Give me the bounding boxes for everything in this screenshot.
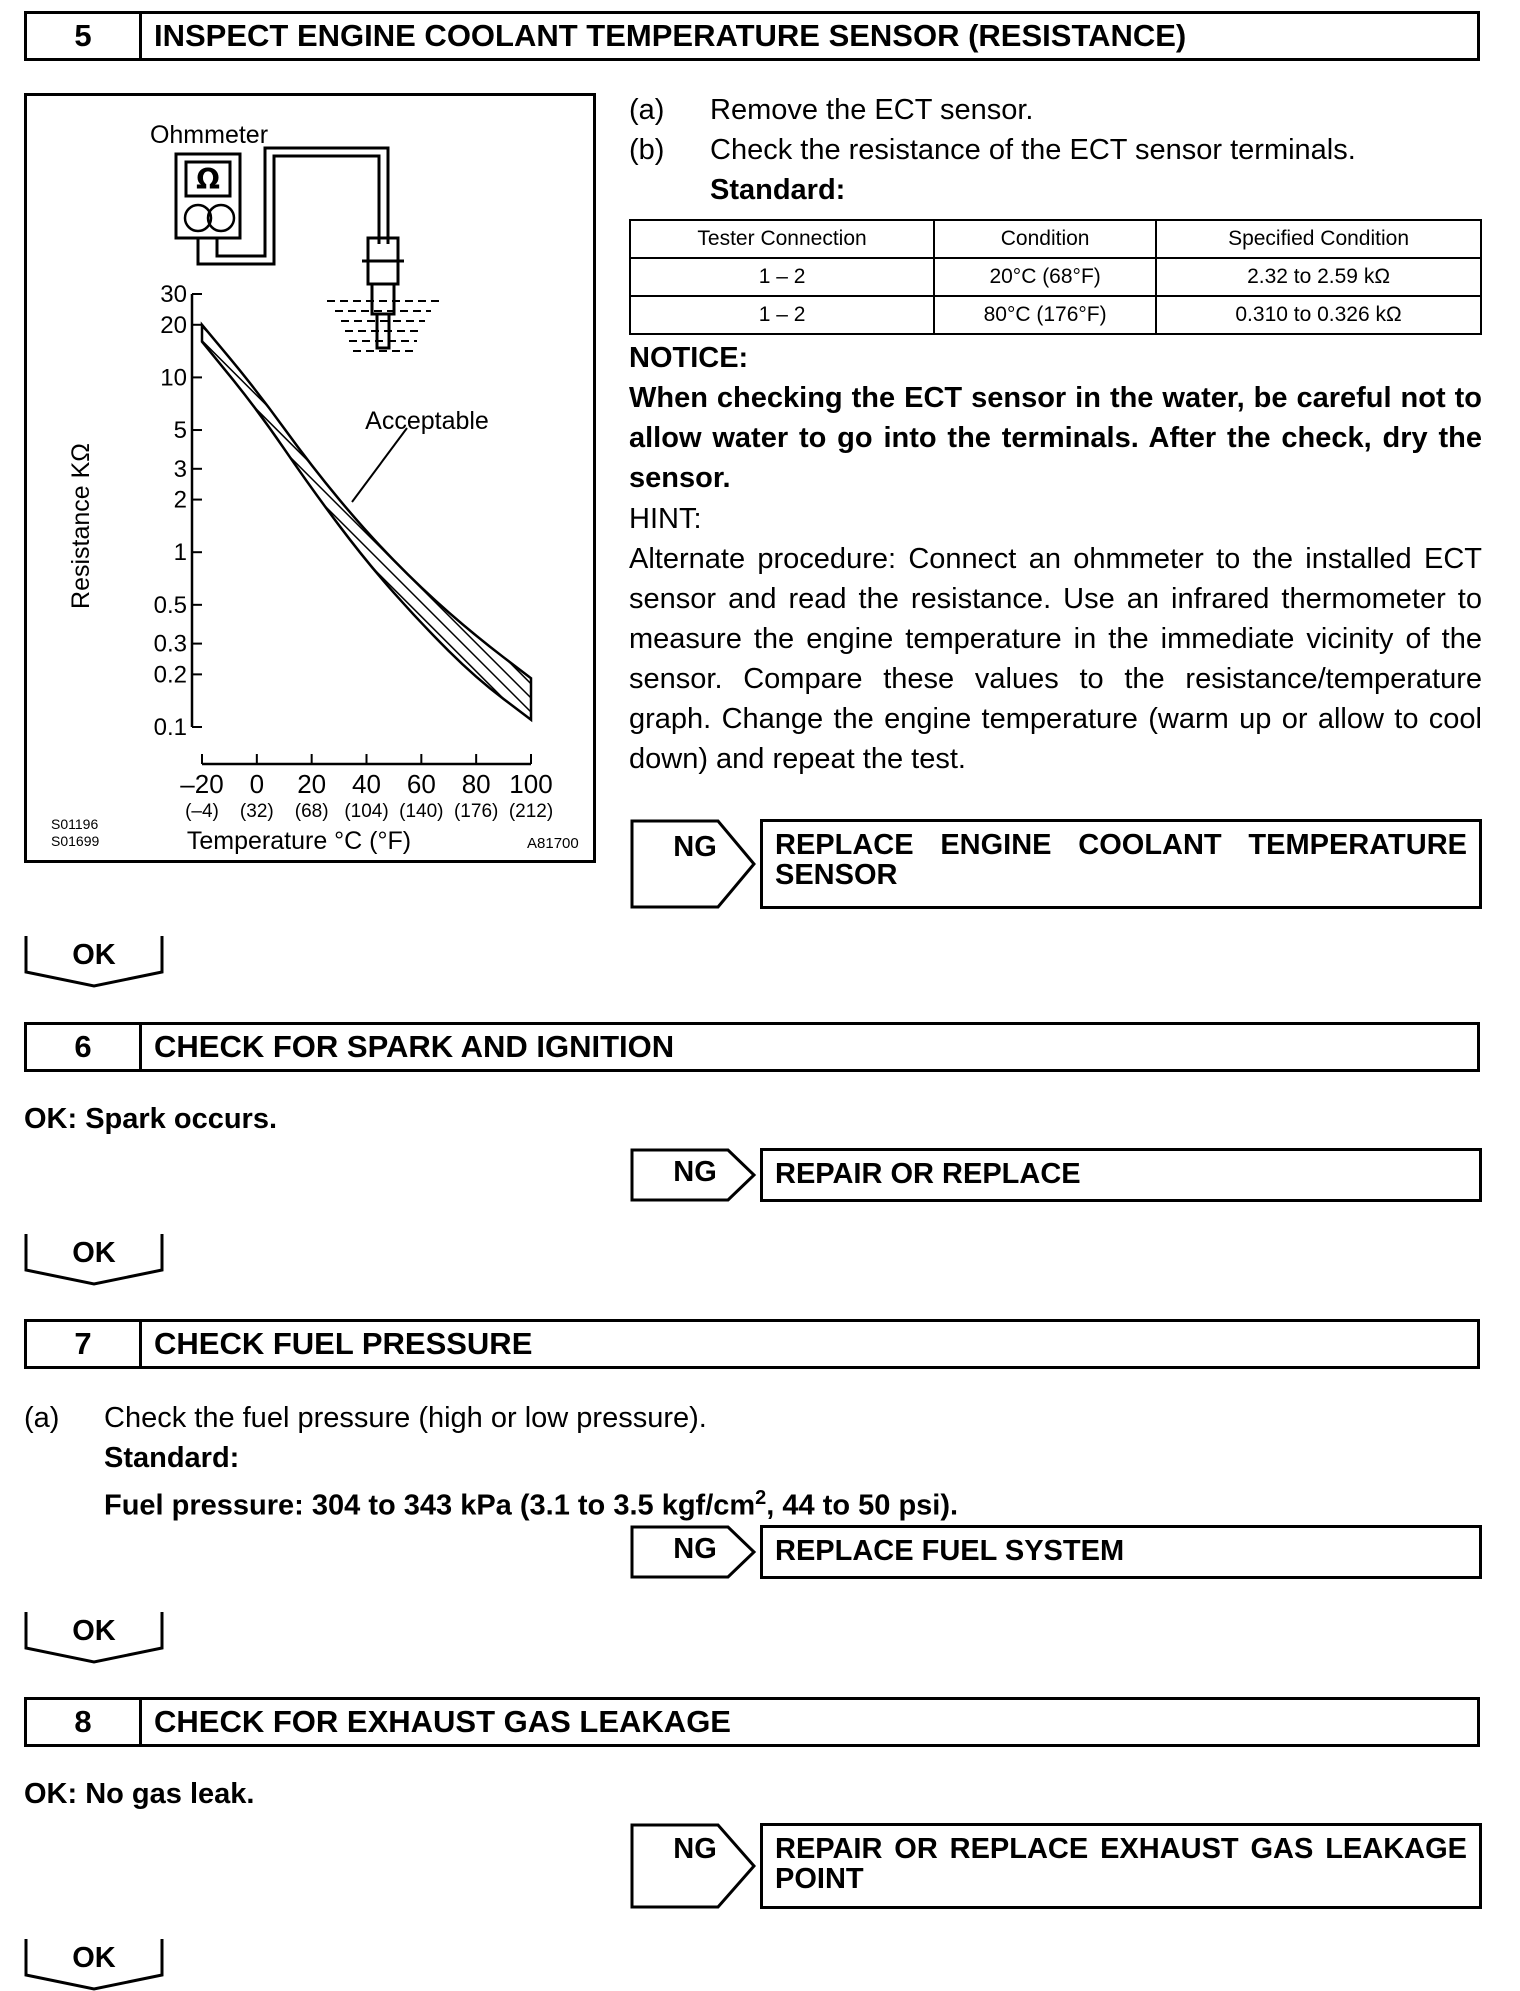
table-cell: 1 – 2 <box>630 258 934 296</box>
ok-label: OK <box>72 1942 116 1974</box>
hint-label: HINT: <box>629 503 702 535</box>
meter-label: Ohmmeter <box>149 121 269 149</box>
ng-arrow <box>630 1148 760 1202</box>
ng-arrow <box>630 1525 760 1579</box>
step-text: Remove the ECT sensor. <box>710 94 1034 126</box>
ng-label: NG <box>673 1156 717 1188</box>
step-label: (a) <box>629 94 665 126</box>
step-number: 6 <box>27 1025 142 1069</box>
step-text: Check the fuel pressure (high or low pressure). <box>104 1402 707 1434</box>
y-tick-label: 1 <box>173 539 187 567</box>
y-axis-label: Resistance KΩ <box>67 443 95 609</box>
x-tick-label: 40 <box>352 769 381 799</box>
standard-label: Standard: <box>710 174 846 206</box>
ok-label: OK <box>72 1237 116 1269</box>
step-8-header <box>24 1697 1480 1747</box>
ng-action: REPAIR OR REPLACE EXHAUST GAS LEAKAGE POINT <box>775 1833 1467 1895</box>
ng-action-box <box>760 819 1482 909</box>
table-cell: 80°C (176°F) <box>934 296 1156 334</box>
y-tick-label: 2 <box>173 486 187 514</box>
acceptable-band <box>202 325 531 720</box>
ok-tab <box>24 1610 164 1664</box>
y-tick-label: 20 <box>160 311 187 339</box>
ng-label: NG <box>673 831 717 863</box>
y-tick-label: 30 <box>160 281 187 308</box>
resistance-temperature-chart <box>27 96 593 860</box>
ok-tab <box>24 1232 164 1286</box>
x-tick-label-f: (140) <box>399 801 444 822</box>
ng-action-box <box>760 1823 1482 1909</box>
table-cell: 20°C (68°F) <box>934 258 1156 296</box>
column-header: Specified Condition <box>1156 220 1481 258</box>
ng-label: NG <box>673 1533 717 1565</box>
ect-figure <box>24 93 596 863</box>
standard-label: Standard: <box>104 1442 240 1474</box>
step-title: INSPECT ENGINE COOLANT TEMPERATURE SENSOR (RESISTANCE) <box>154 18 1187 53</box>
x-tick-label-f: (32) <box>239 801 274 822</box>
column-header: Condition <box>934 220 1156 258</box>
step-title: CHECK FOR EXHAUST GAS LEAKAGE <box>154 1704 731 1739</box>
table-row <box>630 258 1481 296</box>
notice-text: When checking the ECT sensor in the water, be careful not to allow water to go into the terminals. After the check, dry the sensor. <box>629 382 1482 494</box>
ok-condition: OK: Spark occurs. <box>24 1103 278 1135</box>
table-header-row <box>630 220 1481 258</box>
step-number: 5 <box>27 14 142 58</box>
table-row <box>630 296 1481 334</box>
y-tick-label: 3 <box>173 455 187 483</box>
x-tick-label-f: (68) <box>294 801 329 822</box>
figure-code: A81700 <box>527 835 579 852</box>
step-6-header <box>24 1022 1480 1072</box>
x-tick-label: –20 <box>180 769 224 799</box>
ng-action: REPLACE ENGINE COOLANT TEMPERATURE SENSOR <box>775 829 1467 891</box>
step-5-header <box>24 11 1480 61</box>
ng-action-box <box>760 1148 1482 1202</box>
x-tick-label: 80 <box>461 769 491 799</box>
ok-tab <box>24 934 164 988</box>
step-number: 7 <box>27 1322 142 1366</box>
y-tick-label: 0.5 <box>153 591 187 619</box>
x-tick-label: 100 <box>509 769 553 799</box>
x-tick-label: 0 <box>249 769 265 799</box>
ok-label: OK <box>72 939 116 971</box>
ng-action: REPAIR OR REPLACE <box>775 1158 1081 1190</box>
notice-label: NOTICE: <box>629 342 749 374</box>
table-cell: 0.310 to 0.326 kΩ <box>1156 296 1481 334</box>
ng-arrow <box>630 819 760 909</box>
column-header: Tester Connection <box>630 220 934 258</box>
y-tick-label: 0.1 <box>153 714 187 741</box>
ng-action: REPLACE FUEL SYSTEM <box>775 1535 1125 1567</box>
step-text: Check the resistance of the ECT sensor terminals. <box>710 134 1356 166</box>
step-7-header <box>24 1319 1480 1369</box>
x-tick-label-f: (212) <box>508 801 554 822</box>
y-tick-label: 0.3 <box>153 630 187 658</box>
ng-label: NG <box>673 1833 717 1865</box>
ohmmeter-icon <box>176 154 240 238</box>
figure-code: S01196 <box>51 816 99 832</box>
hint-text: Alternate procedure: Connect an ohmmeter to the installed ECT sensor and read the resistance. Use an infrared thermometer to measure the engine temperature in the immediate vicinity of the sensor. Compare these values to the resistance/temperature graph. Change the engine temperature (warm up or allow to cool down) and repeat the test. <box>629 543 1482 775</box>
ok-tab <box>24 1937 164 1991</box>
figure-code: S01699 <box>51 833 100 849</box>
ng-arrow <box>630 1823 760 1909</box>
ng-action-box <box>760 1525 1482 1579</box>
ok-label: OK <box>72 1615 116 1647</box>
ohm-symbol: Ω <box>196 163 220 196</box>
x-tick-label-f: (104) <box>344 801 389 822</box>
x-axis-label: Temperature °C (°F) <box>186 827 412 855</box>
table-cell: 2.32 to 2.59 kΩ <box>1156 258 1481 296</box>
x-tick-label-f: (–4) <box>185 801 219 822</box>
y-tick-label: 10 <box>160 364 187 392</box>
step-title: CHECK FOR SPARK AND IGNITION <box>154 1029 675 1064</box>
ok-condition: OK: No gas leak. <box>24 1778 255 1810</box>
step-label: (a) <box>24 1402 60 1434</box>
step-number: 8 <box>27 1700 142 1744</box>
y-tick-label: 5 <box>173 417 187 445</box>
x-tick-label: 20 <box>297 769 327 799</box>
y-tick-label: 0.2 <box>153 661 187 689</box>
step-label: (b) <box>629 134 665 166</box>
step-title: CHECK FUEL PRESSURE <box>154 1326 533 1361</box>
acceptable-label: Acceptable <box>365 407 489 435</box>
table-cell: 1 – 2 <box>630 296 934 334</box>
spec-table <box>629 219 1482 335</box>
x-tick-label-f: (176) <box>453 801 499 822</box>
standard-value: Fuel pressure: 304 to 343 kPa (3.1 to 3.5 kgf/$cm^2$, 44 to 50 psi). <box>104 1487 959 1522</box>
x-tick-label: 60 <box>406 769 436 799</box>
